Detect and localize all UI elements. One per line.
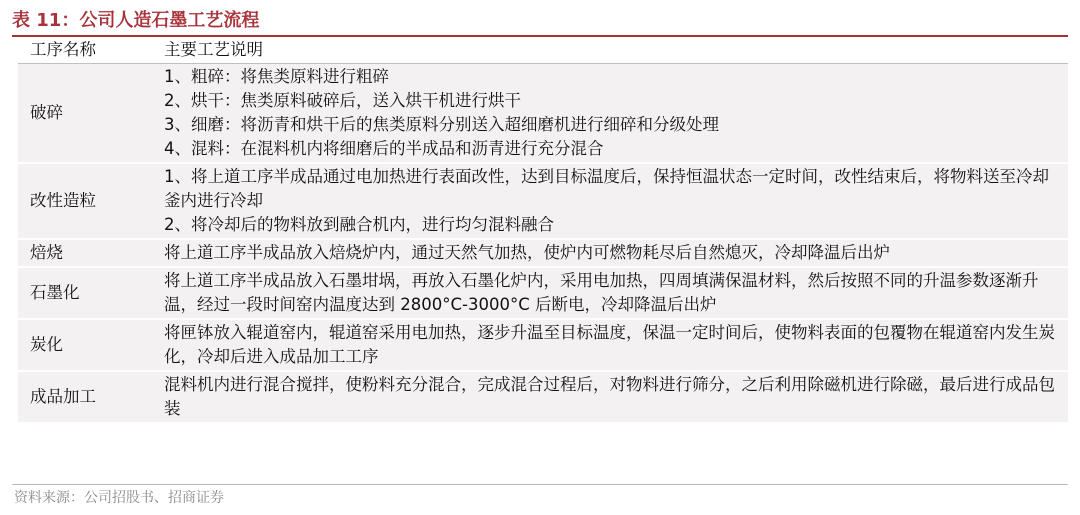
- description-line: 1、粗碎：将焦类原料进行粗碎: [164, 67, 389, 86]
- table-row: [18, 64, 1068, 164]
- process-description: [138, 319, 1068, 371]
- process-description: [138, 64, 1068, 164]
- description-line: 将匣钵放入辊道窑内，辊道窑采用电加热，逐步升温至目标温度，保温一定时间后，使物料表面的包覆物在辊道窑内发生炭化，冷却后进入成品加工工序: [164, 323, 1055, 366]
- process-name: 成品加工: [18, 371, 138, 423]
- description-line: 3、细磨：将沥青和烘干后的焦类原料分别送入超细磨机进行细碎和分级处理: [164, 115, 719, 134]
- process-description: [138, 371, 1068, 423]
- table-row: [18, 267, 1068, 319]
- table-header-row: [18, 37, 1068, 64]
- description-line: 1、将上道工序半成品通过电加热进行表面改性，达到目标温度后，保持恒温状态一定时间，改性结束后，将物料送至冷却釜内进行冷却: [164, 167, 1049, 210]
- process-name: 炭化: [18, 319, 138, 371]
- description-line: 将上道工序半成品放入石墨坩埚，再放入石墨化炉内，采用电加热，四周填满保温材料，然后按照不同的升温参数逐渐升温，经过一段时间窑内温度达到 2800°C-3000°C 后断电，冷却降温后出炉: [164, 271, 1039, 314]
- process-name: 焙烧: [18, 239, 138, 267]
- process-name: 石墨化: [18, 267, 138, 319]
- description-line: 混料机内进行混合搅拌，使粉料充分混合，完成混合过程后，对物料进行筛分，之后利用除磁机进行除磁，最后进行成品包装: [164, 375, 1055, 418]
- table-bottom-rule: [12, 484, 1068, 485]
- process-description: [138, 239, 1068, 267]
- process-name: 改性造粒: [18, 163, 138, 239]
- process-table: [18, 37, 1068, 424]
- description-line: 2、将冷却后的物料放到融合机内，进行均匀混料融合: [164, 215, 554, 234]
- process-name: 破碎: [18, 64, 138, 164]
- table-row: [18, 371, 1068, 423]
- description-line: 2、烘干：焦类原料破碎后，送入烘干机进行烘干: [164, 91, 521, 110]
- process-description: [138, 163, 1068, 239]
- table-row: [18, 163, 1068, 239]
- process-description: [138, 267, 1068, 319]
- description-line: 将上道工序半成品放入焙烧炉内，通过天然气加热，使炉内可燃物耗尽后自然熄灭，冷却降温后出炉: [164, 243, 890, 262]
- header-process-name: 工序名称: [18, 37, 138, 64]
- source-note: 资料来源：公司招股书、招商证券: [14, 490, 224, 506]
- table-row: [18, 319, 1068, 371]
- table-row: [18, 239, 1068, 267]
- header-process-description: 主要工艺说明: [138, 37, 1068, 64]
- table-caption: 表 11：公司人造石墨工艺流程: [12, 10, 260, 31]
- description-line: 4、混料：在混料机内将细磨后的半成品和沥青进行充分混合: [164, 139, 604, 158]
